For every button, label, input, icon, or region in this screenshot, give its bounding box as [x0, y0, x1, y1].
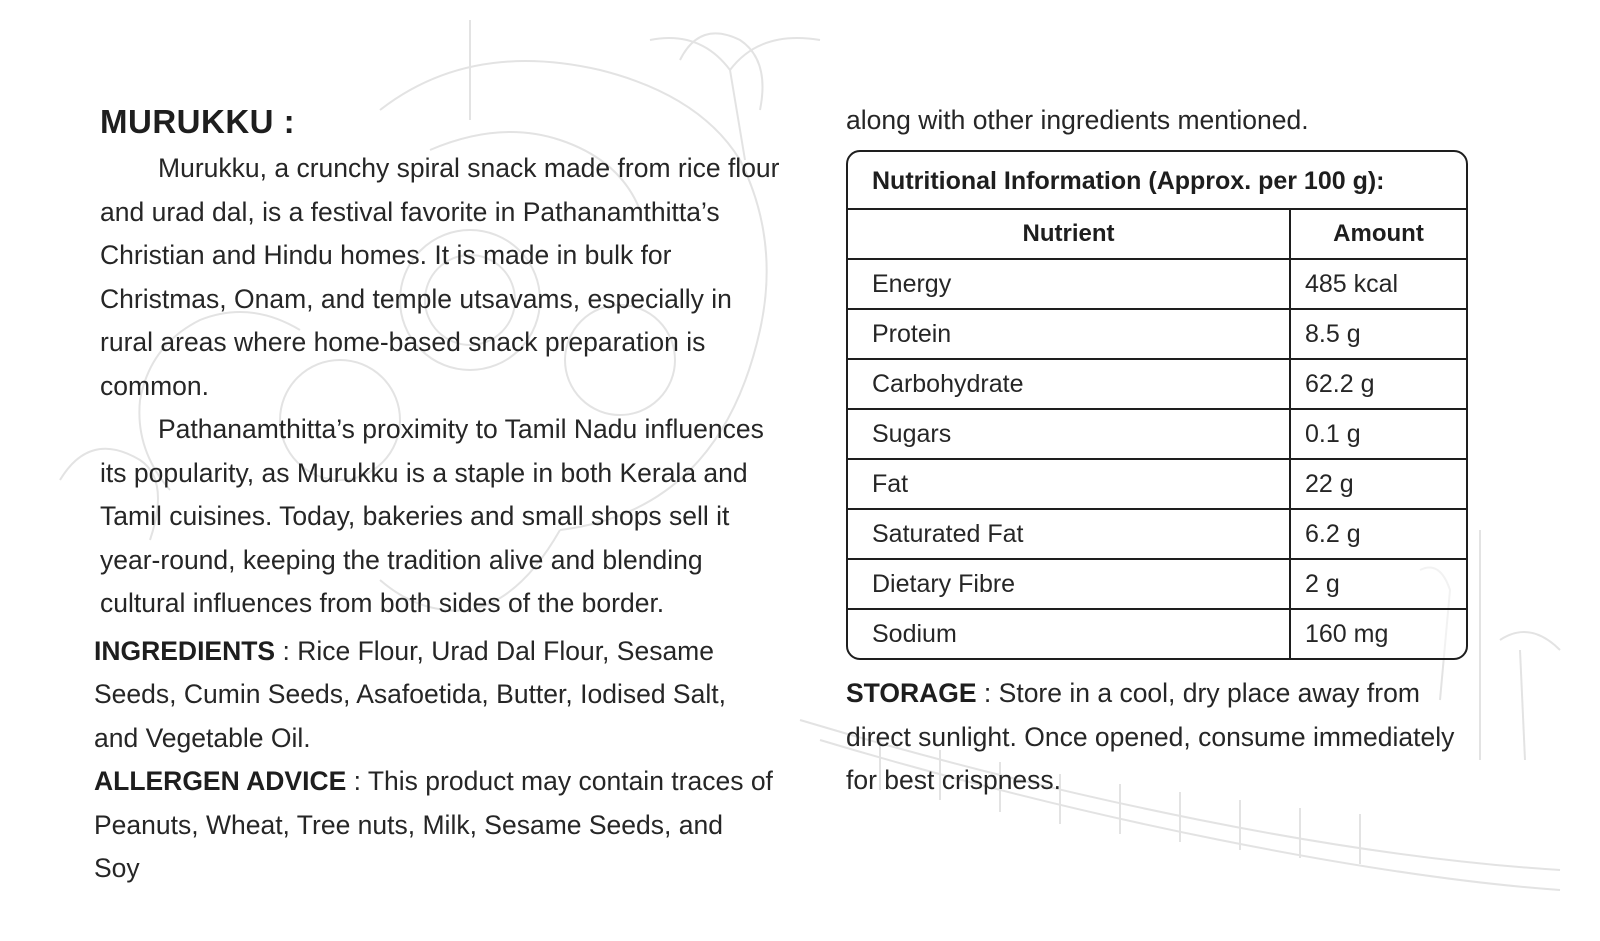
- nutrient-name: Sugars: [848, 409, 1290, 459]
- nutrient-name: Sodium: [848, 609, 1290, 658]
- allergen-text: : This product may contain traces of Peanuts, Wheat, Tree nuts, Milk, Sesame Seeds, and Soy: [94, 766, 773, 883]
- nutrient-name: Carbohydrate: [848, 359, 1290, 409]
- nutrition-table-title: Nutritional Information (Approx. per 100 g):: [848, 152, 1466, 210]
- table-row: [848, 409, 1466, 459]
- table-row: [848, 309, 1466, 359]
- table-row: [848, 559, 1466, 609]
- nutrient-name: Dietary Fibre: [848, 559, 1290, 609]
- table-row: [848, 509, 1466, 559]
- storage-text: : Store in a cool, dry place away from direct sunlight. Once opened, consume immediately for best crispness.: [846, 678, 1455, 795]
- ingredients-section: [94, 630, 774, 761]
- table-row: [848, 459, 1466, 509]
- table-header-row: [848, 210, 1466, 259]
- nutrient-name: Protein: [848, 309, 1290, 359]
- product-title: MURUKKU :: [100, 103, 296, 140]
- nutrition-table-box: [846, 150, 1468, 660]
- nutrient-amount: 0.1 g: [1290, 409, 1466, 459]
- nutrient-amount: 62.2 g: [1290, 359, 1466, 409]
- ingredients-text: : Rice Flour, Urad Dal Flour, Sesame Seeds, Cumin Seeds, Asafoetida, Butter, Iodised Salt, and Vegetable Oil.: [94, 635, 726, 753]
- nutrient-name: Saturated Fat: [848, 509, 1290, 559]
- allergen-continuation: along with other ingredients mentioned.: [846, 105, 1309, 135]
- nutrition-column: [846, 100, 1508, 803]
- nutrient-name: Energy: [848, 259, 1290, 309]
- storage-section: [846, 672, 1486, 803]
- nutrient-amount: 160 mg: [1290, 609, 1466, 658]
- header-nutrient: Nutrient: [848, 210, 1290, 259]
- table-row: [848, 259, 1466, 309]
- nutrient-amount: 2 g: [1290, 559, 1466, 609]
- nutrient-name: Fat: [848, 459, 1290, 509]
- nutrient-amount: 485 kcal: [1290, 259, 1466, 309]
- table-row: [848, 359, 1466, 409]
- allergen-label: ALLERGEN ADVICE: [94, 766, 347, 796]
- description-paragraph-1: Murukku, a crunchy spiral snack made from rice flour and urad dal, is a festival favorite in Pathanamthitta’s Christian and Hindu homes. It is made in bulk for Christmas, Onam, and temple utsavams, especially in rural areas where home-based snack preparation is common.: [100, 153, 780, 401]
- description-column: [94, 103, 780, 891]
- allergen-section: [94, 760, 774, 891]
- nutrition-table: [848, 210, 1466, 658]
- nutrient-amount: 6.2 g: [1290, 509, 1466, 559]
- description-paragraph-2: Pathanamthitta’s proximity to Tamil Nadu influences its popularity, as Murukku is a staple in both Kerala and Tamil cuisines. Today, bakeries and small shops sell it year-round, keeping the tradition alive and blending cultural influences from both sides of the border.: [100, 414, 764, 618]
- table-row: [848, 609, 1466, 658]
- nutrient-amount: 8.5 g: [1290, 309, 1466, 359]
- ingredients-label: INGREDIENTS: [94, 635, 276, 666]
- storage-label: STORAGE: [846, 678, 977, 708]
- nutrient-amount: 22 g: [1290, 459, 1466, 509]
- header-amount: Amount: [1333, 220, 1424, 247]
